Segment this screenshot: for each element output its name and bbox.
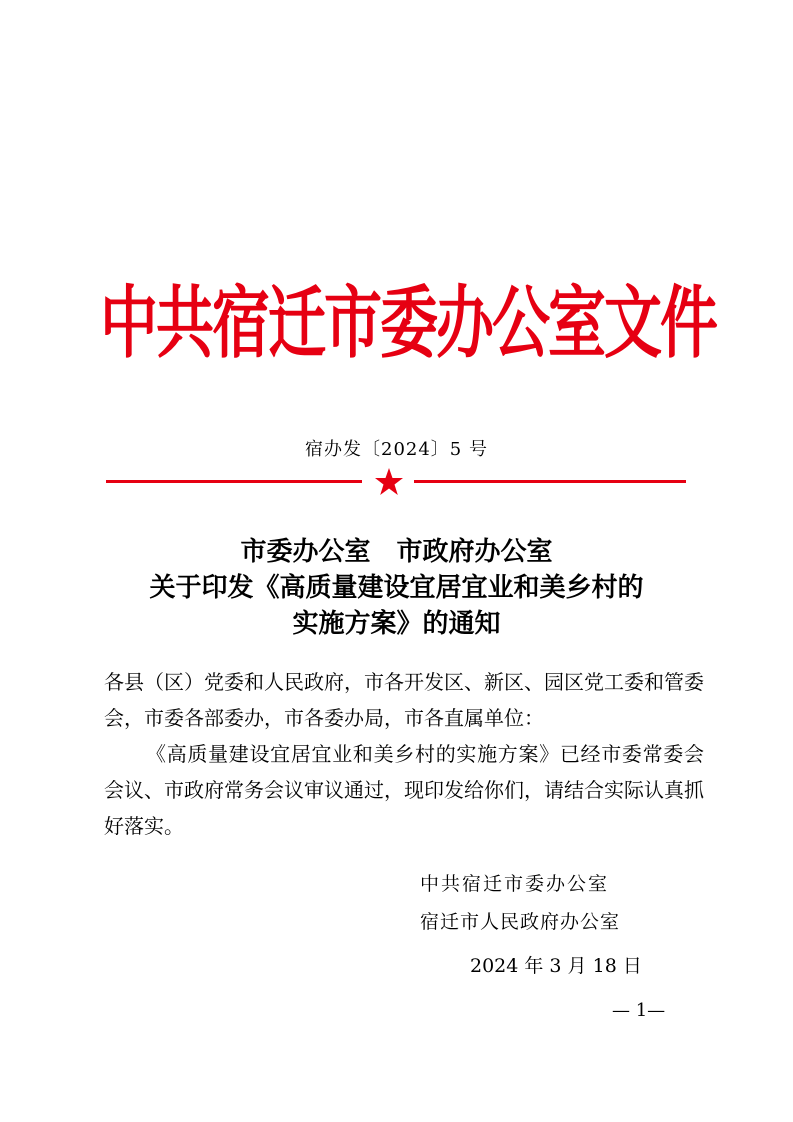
red-star-icon (374, 468, 404, 496)
document-number: 宿办发〔2024〕5 号 (305, 439, 488, 460)
separator-line-left (106, 480, 362, 483)
title-line-2: 关于印发《高质量建设宜居宜业和美乡村的 (149, 573, 644, 603)
red-separator (106, 468, 686, 496)
issuer-party-office: 中共宿迁市委办公室 (420, 873, 610, 895)
separator-line-right (414, 480, 686, 483)
addressees: 各县（区）党委和人民政府，市各开发区、新区、园区党工委和管委会，市委各部委办，市各委办局，市各直属单位： (104, 670, 704, 730)
title-line-1: 市委办公室 市政府办公室 (240, 537, 553, 567)
title-line-3: 实施方案》的通知 (292, 609, 501, 639)
page-number: — 1— (612, 1000, 666, 1021)
masthead-title: 中共宿迁市委办公室文件 (100, 277, 717, 369)
notice-body (104, 664, 704, 844)
notice-title (0, 534, 793, 642)
body-paragraph: 《高质量建设宜居宜业和美乡村的实施方案》已经市委常委会会议、市政府常务会议审议通过，现印发给你们，请结合实际认真抓好落实。 (104, 742, 704, 838)
issue-date: 2024 年 3 月 18 日 (470, 955, 642, 977)
issuer-government-office: 宿迁市人民政府办公室 (420, 911, 621, 933)
